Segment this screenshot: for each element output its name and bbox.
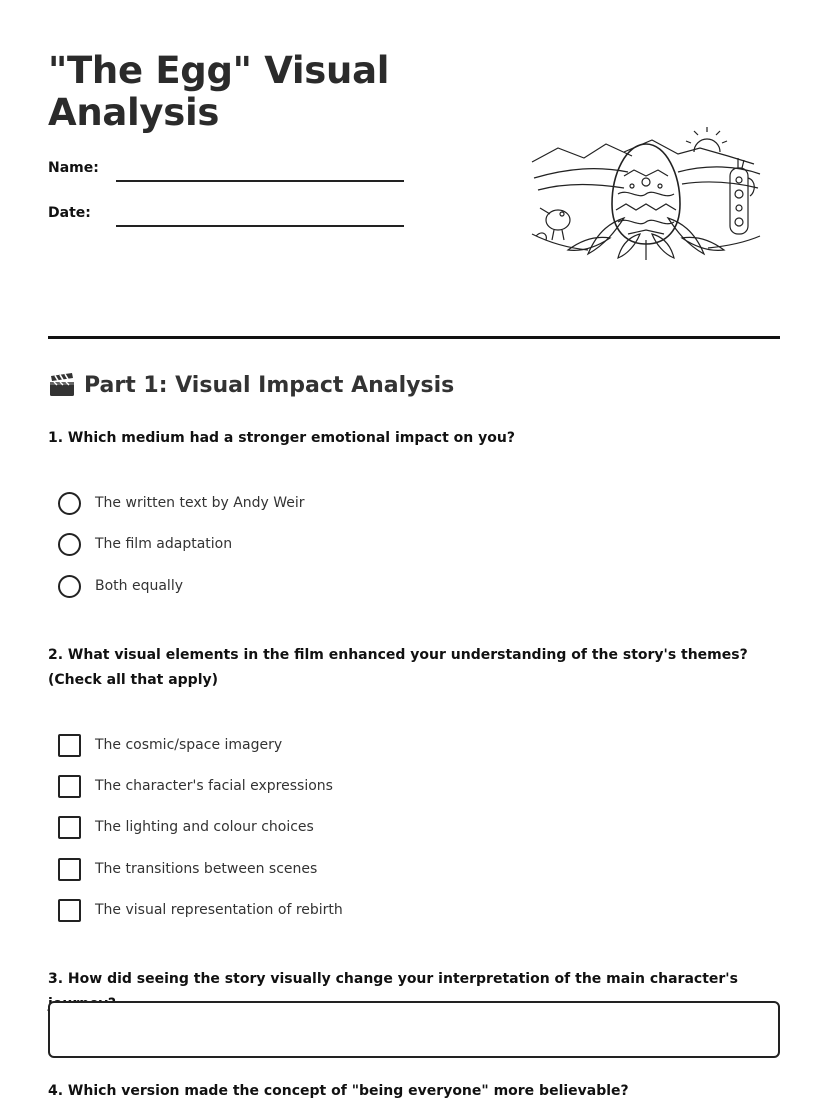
q2-option-1[interactable] bbox=[58, 732, 282, 758]
date-line[interactable] bbox=[116, 225, 404, 227]
q1-option-3[interactable] bbox=[58, 573, 183, 599]
option-label: The transitions between scenes bbox=[95, 861, 318, 877]
page-title bbox=[48, 50, 468, 134]
checkbox[interactable] bbox=[58, 775, 81, 798]
name-line[interactable] bbox=[116, 180, 404, 182]
date-label: Date: bbox=[48, 205, 91, 221]
clapperboard-icon bbox=[48, 372, 76, 398]
option-label: The film adaptation bbox=[95, 536, 233, 552]
option-label: Both equally bbox=[95, 578, 183, 594]
question-1: 1. Which medium had a stronger emotional impact on you? bbox=[48, 430, 515, 446]
checkbox[interactable] bbox=[58, 858, 81, 881]
date-field-row bbox=[48, 205, 408, 235]
name-label: Name: bbox=[48, 160, 99, 176]
checkbox[interactable] bbox=[58, 734, 81, 757]
option-label: The cosmic/space imagery bbox=[95, 737, 283, 753]
section-divider bbox=[48, 336, 780, 339]
page-title-line-1: "The Egg" Visual bbox=[48, 49, 390, 92]
checkbox[interactable] bbox=[58, 899, 81, 922]
q1-option-1[interactable] bbox=[58, 490, 305, 516]
question-2: 2. What visual elements in the film enhanced your understanding of the story's themes? (Check all that apply) bbox=[48, 647, 748, 688]
q2-option-2[interactable] bbox=[58, 773, 333, 799]
name-field-row bbox=[48, 160, 408, 190]
radio-button[interactable] bbox=[58, 533, 81, 556]
q2-option-3[interactable] bbox=[58, 814, 314, 840]
option-label: The lighting and colour choices bbox=[95, 819, 314, 835]
q2-option-4[interactable] bbox=[58, 856, 317, 882]
egg-landscape-illustration bbox=[528, 118, 764, 260]
radio-button[interactable] bbox=[58, 492, 81, 515]
q1-option-2[interactable] bbox=[58, 531, 232, 557]
option-label: The written text by Andy Weir bbox=[95, 495, 305, 511]
q2-option-5[interactable] bbox=[58, 897, 343, 923]
option-label: The character's facial expressions bbox=[95, 778, 333, 794]
q3-answer-box[interactable] bbox=[48, 1001, 780, 1058]
question-4: 4. Which version made the concept of "being everyone" more believable? bbox=[48, 1083, 629, 1099]
checkbox[interactable] bbox=[58, 816, 81, 839]
question-3: 3. How did seeing the story visually change your interpretation of the main character's bbox=[48, 971, 738, 987]
option-label: The visual representation of rebirth bbox=[95, 902, 343, 918]
part1-title: Part 1: Visual Impact Analysis bbox=[84, 372, 455, 398]
radio-button[interactable] bbox=[58, 575, 81, 598]
part1-heading bbox=[48, 372, 454, 398]
worksheet-page bbox=[48, 0, 780, 1118]
page-title-line-2: Analysis bbox=[48, 91, 220, 134]
